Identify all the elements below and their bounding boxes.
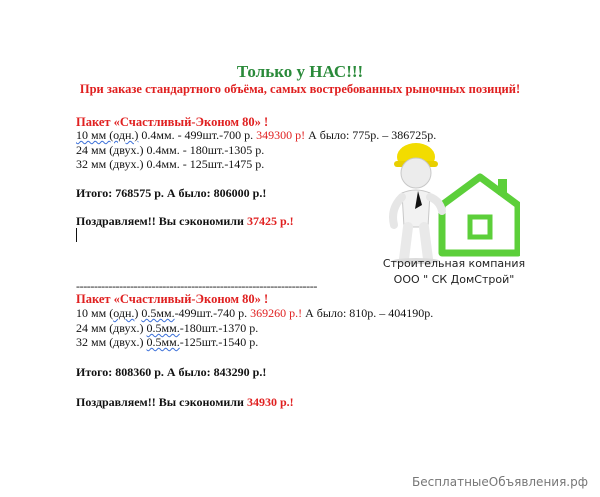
spec-text: 0.4мм. - 499шт.-700 р.	[138, 128, 254, 142]
company-name-line2: ООО " СК ДомСтрой"	[393, 273, 515, 286]
package-title-1: Пакет «Счастливый-Эконом 80» !	[76, 115, 269, 129]
block2-row-1	[76, 306, 433, 321]
spec-text: 0.4мм. - 125шт.-1475 р.	[143, 157, 265, 171]
was-price: А было: 775р. – 386725р.	[305, 128, 437, 142]
thickness: 0.5мм.	[146, 321, 180, 335]
thickness: 0.5мм.	[146, 335, 180, 349]
size-label: 32 мм (двух.)	[76, 157, 144, 171]
size-label: 24 мм (двух.)	[76, 321, 147, 335]
spec-text: 0.4мм. - 180шт.-1305 р.	[143, 143, 265, 157]
document-title: Только у НАС!!!	[236, 62, 364, 81]
block1-congrats	[76, 214, 294, 229]
spec-text: -125шт.-1540 р.	[179, 335, 259, 349]
congrats-text: Поздравляем!! Вы сэкономили	[76, 214, 247, 228]
company-name-line1: Строительная компания	[382, 257, 526, 270]
was-price: А было: 810р. – 404190р.	[302, 306, 434, 320]
thickness: 0.5мм.	[141, 306, 175, 320]
size-label: 10 мм (	[76, 306, 114, 320]
spec-text: -499шт.-740 р.	[174, 306, 248, 320]
block2-row-2	[76, 321, 258, 336]
worker-house-illustration	[380, 135, 520, 265]
size-label: 32 мм (двух.)	[76, 335, 147, 349]
price-highlight: 369260 р.!	[250, 306, 303, 320]
package-title-2: Пакет «Счастливый-Эконом 80» !	[76, 292, 269, 306]
block1-row-3	[76, 157, 264, 172]
spec-text: -180шт.-1370 р.	[179, 321, 259, 335]
house-outline-icon	[442, 177, 518, 253]
price-highlight: 349300 р!	[256, 128, 306, 142]
size-close: )	[134, 306, 142, 320]
block1-row-2	[76, 143, 264, 158]
congrats-text: Поздравляем!! Вы сэкономили	[76, 395, 247, 409]
watermark: БесплатныеОбъявления.рф	[412, 475, 588, 489]
worker-helmet-figure-icon	[392, 143, 442, 264]
size-label: 10 мм (одн.)	[76, 128, 139, 142]
text-cursor	[76, 228, 77, 242]
block2-row-3	[76, 335, 258, 350]
size-type: одн.	[113, 306, 135, 320]
block2-congrats	[76, 395, 294, 410]
saved-amount: 37425 р.!	[246, 214, 294, 228]
block1-total: Итого: 768575 р. А было: 806000 р.!	[76, 186, 267, 200]
block2-total: Итого: 808360 р. А было: 843290 р.!	[76, 365, 267, 379]
saved-amount: 34930 р.!	[246, 395, 294, 409]
separator-line: -------------------------------------------------------------------	[76, 279, 317, 293]
promo-line: При заказе стандартного объёма, самых востребованных рыночных позиций!	[79, 82, 521, 96]
size-label: 24 мм (двух.)	[76, 143, 144, 157]
